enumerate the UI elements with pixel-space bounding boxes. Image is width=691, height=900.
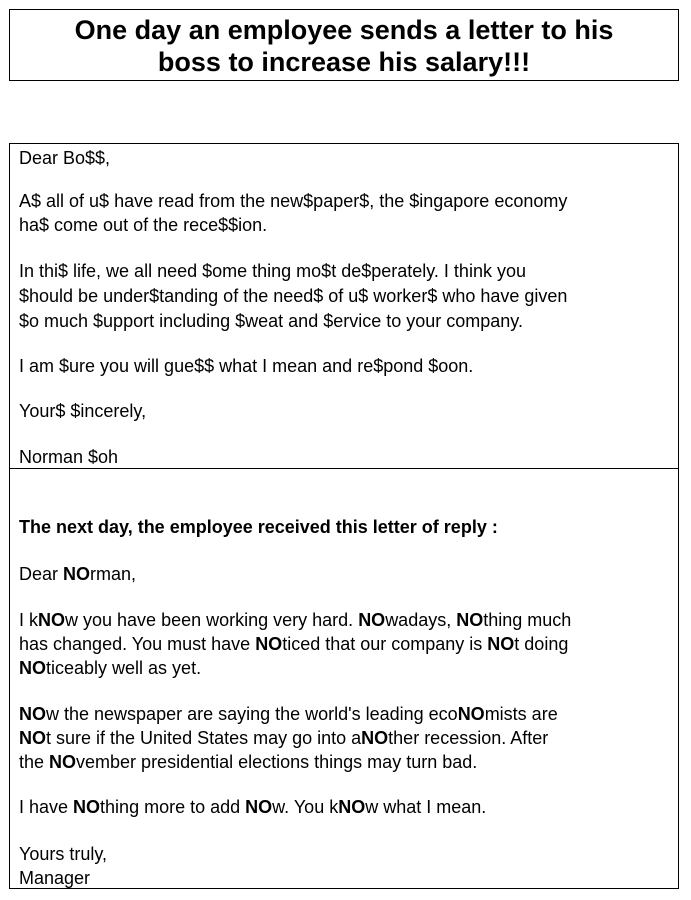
letter1-p1-line1: A$ all of u$ have read from the new$paper$, the $ingapore economy (19, 191, 568, 211)
manager-reply (9, 468, 679, 889)
emphasis-no: NO (245, 797, 273, 817)
emphasis-no: NO (456, 610, 484, 630)
emphasis-no: NO (49, 752, 77, 772)
reply-p1-line1: I kNOw you have been working very hard. NOwadays, NOthing much (19, 610, 572, 630)
reply-p2-line3: the NOvember presidential elections things may turn bad. (19, 752, 478, 772)
title-line-2: boss to increase his salary!!! (157, 47, 531, 77)
reply-intro: The next day, the employee received this letter of reply : (19, 517, 498, 537)
letter1-p2-line2: $hould be under$tanding of the need$ of u$ worker$ who have given (19, 286, 568, 306)
reply-p1-line2: has changed. You must have NOticed that our company is NOt doing (19, 634, 569, 654)
emphasis-no: NO (358, 610, 386, 630)
emphasis-no: NO (487, 634, 515, 654)
emphasis-no: NO (338, 797, 366, 817)
reply-p2-line1: NOw the newspaper are saying the world's leading ecoNOmists are (19, 704, 558, 724)
emphasis-no: NO (19, 728, 46, 748)
title-line-1: One day an employee sends a letter to his (74, 15, 614, 45)
letter1-closing: Your$ $incerely, (19, 401, 147, 421)
emphasis-no: NO (361, 728, 389, 748)
title-box (9, 9, 679, 81)
emphasis-no: NO (19, 658, 46, 678)
letter1-signature: Norman $oh (19, 447, 119, 467)
emphasis-no: NO (38, 610, 66, 630)
employee-letter (9, 143, 679, 469)
letter1-greeting: Dear Bo$$, (19, 148, 111, 168)
reply-signature: Manager (19, 868, 91, 888)
reply-greeting: Dear NOrman, (19, 564, 137, 584)
emphasis-no: NO (73, 797, 101, 817)
letter1-p1-line2: ha$ come out of the rece$$ion. (19, 215, 268, 235)
emphasis-no: NO (19, 704, 46, 724)
reply-closing: Yours truly, (19, 844, 108, 864)
emphasis-no: NO (457, 704, 485, 724)
letter1-p2-line1: In thi$ life, we all need $ome thing mo$t de$perately. I think you (19, 261, 526, 281)
emphasis-no: NO (63, 564, 91, 584)
reply-p3: I have NOthing more to add NOw. You kNOw what I mean. (19, 797, 487, 817)
reply-p2-line2: NOt sure if the United States may go into aNOther recession. After (19, 728, 549, 748)
letter1-p2-line3: $o much $upport including $weat and $ervice to your company. (19, 311, 523, 331)
emphasis-no: NO (255, 634, 283, 654)
reply-p1-line3: NOticeably well as yet. (19, 658, 202, 678)
letter1-p3: I am $ure you will gue$$ what I mean and re$pond $oon. (19, 356, 474, 376)
